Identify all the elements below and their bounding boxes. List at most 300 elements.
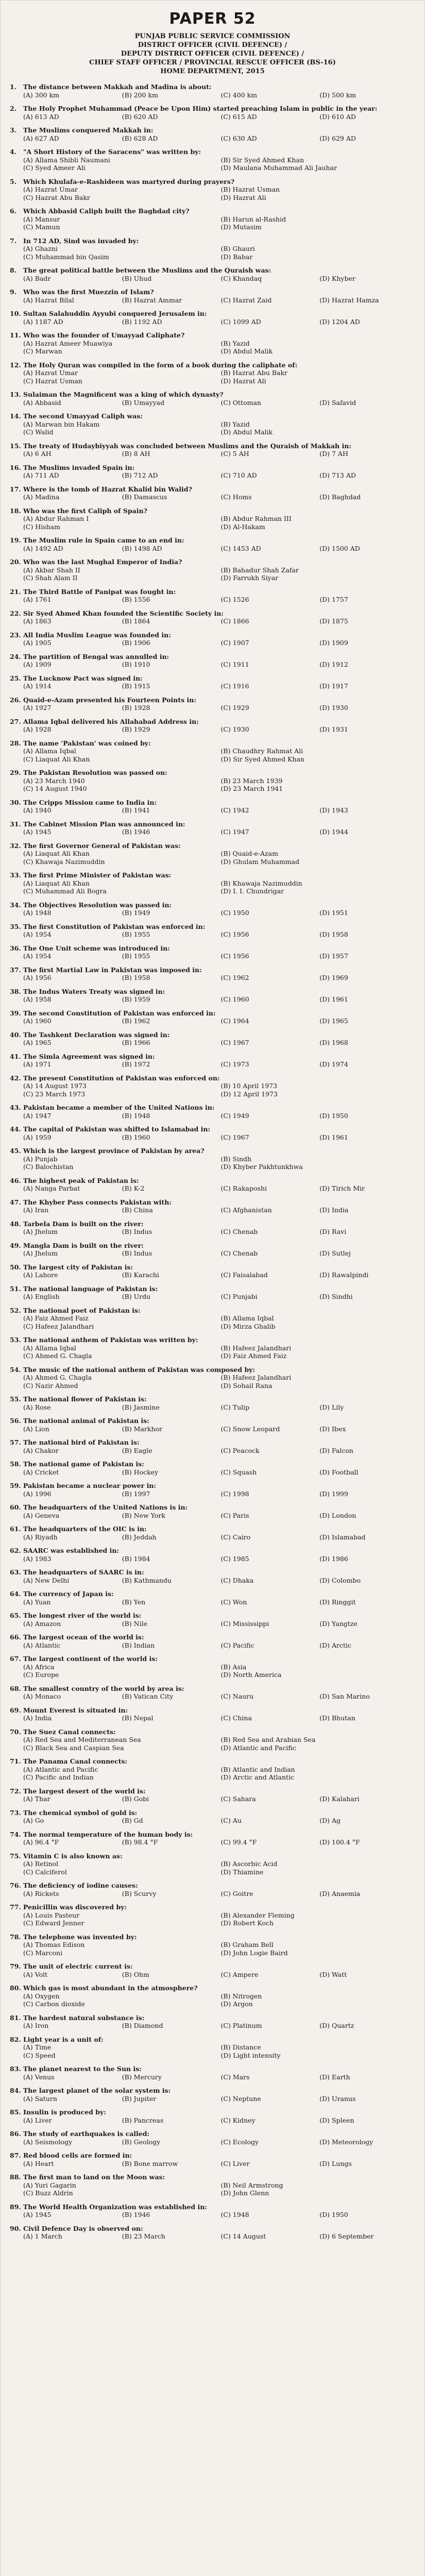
- question-list: [1, 83, 424, 2241]
- question-text: Penicillin was discovered by:: [23, 1903, 127, 1911]
- question-number: 70.: [10, 1727, 21, 1736]
- answer-option: [319, 1249, 413, 1258]
- question-number: 72.: [10, 1787, 21, 1795]
- answer-option: [122, 828, 216, 836]
- question-number: 62.: [10, 1547, 21, 1554]
- answer-option: [23, 1228, 117, 1236]
- answer-option-text: (A) India: [23, 1714, 52, 1722]
- answer-option-text: (D) India: [319, 1206, 349, 1214]
- answer-option-text: (A) Heart: [23, 2159, 54, 2167]
- question-item: [10, 609, 413, 625]
- answer-option-text: (B) Yen: [122, 1598, 146, 1606]
- answer-option-text: (A) Abdur Rahman I: [23, 515, 89, 522]
- answer-option: [23, 1206, 117, 1214]
- question-text: Who was the first Muezzin of Islam?: [23, 288, 154, 296]
- answer-option-text: (C) 1916: [220, 682, 249, 690]
- answer-option-text: (D) Babar: [220, 252, 253, 261]
- answer-option: [23, 1868, 216, 1876]
- answer-option: [221, 828, 315, 836]
- answer-option-text: (D) Watt: [319, 1970, 347, 1978]
- question-number: 61.: [10, 1525, 21, 1533]
- question-text: The normal temperature of the human body is:: [23, 1830, 193, 1838]
- question-item: [10, 1074, 413, 1098]
- answer-option-text: (B) Ghauri: [220, 245, 255, 252]
- answer-option: [23, 1971, 117, 1979]
- question-text: The Muslims invaded Spain in:: [23, 463, 135, 471]
- answer-option-text: (C) Dhaka: [220, 1576, 254, 1584]
- answer-option-text: (D) 23 March 1941: [220, 785, 283, 792]
- answer-option-text: (A) Mansur: [23, 215, 60, 223]
- answer-option: [23, 1533, 117, 1541]
- question-item: [10, 310, 413, 326]
- answer-option: [23, 1919, 216, 1927]
- answer-option-text: (C) 1956: [220, 930, 249, 938]
- question-text: The telephone was invented by:: [23, 1933, 137, 1941]
- answer-option-text: (A) Lahore: [23, 1271, 58, 1279]
- question-item: [10, 1933, 413, 1957]
- answer-option-text: (D) Maulana Muhammad Ali Jauhar: [220, 164, 337, 172]
- answer-option-text: (D) Hazrat Ali: [220, 193, 266, 201]
- question-number: 32.: [10, 841, 21, 850]
- answer-option-text: (D) North America: [220, 1671, 282, 1679]
- answer-option: [122, 1838, 216, 1846]
- answer-option-text: (D) 1951: [319, 909, 348, 917]
- answer-option: [221, 1163, 414, 1171]
- answer-option-text: (A) Allama Shibli Naumani: [23, 156, 110, 164]
- answer-option-text: (B) Vatican City: [122, 1692, 174, 1700]
- question-text: In 712 AD, Sind was invaded by:: [23, 236, 139, 245]
- answer-option: [319, 806, 413, 815]
- answer-option-text: (A) Saturn: [23, 2094, 57, 2103]
- question-item: [10, 923, 413, 939]
- answer-option: [319, 296, 413, 304]
- answer-option: [23, 747, 216, 755]
- question-number: 73.: [10, 1808, 21, 1817]
- answer-option: [122, 682, 216, 690]
- answer-option: [23, 156, 216, 164]
- question-item: [10, 842, 413, 866]
- question-item: [10, 1147, 413, 1171]
- answer-option: [23, 1890, 117, 1898]
- answer-option: [319, 909, 413, 917]
- question-number: 80.: [10, 1984, 21, 1992]
- question-number: 7.: [10, 236, 17, 245]
- answer-option: [23, 995, 117, 1004]
- answer-option-text: (A) 1492 AD: [23, 544, 63, 552]
- answer-option: [23, 725, 117, 734]
- answer-option: [23, 215, 216, 224]
- question-number: 54.: [10, 1365, 21, 1374]
- answer-option-text: (A) Monaco: [23, 1692, 61, 1700]
- answer-option-text: (D) 1999: [319, 1489, 348, 1498]
- answer-option: [221, 275, 315, 283]
- answer-option-text: (B) Urdu: [122, 1293, 151, 1300]
- question-number: 84.: [10, 2087, 21, 2094]
- answer-option-text: (B) Hazrat Abu Bakr: [220, 369, 288, 377]
- answer-option: [122, 1641, 216, 1650]
- answer-option-text: (A) Venus: [23, 2073, 55, 2081]
- answer-option-text: (B) 1948: [122, 1111, 150, 1120]
- answer-option: [23, 887, 216, 895]
- answer-option: [221, 777, 414, 785]
- answer-option: [23, 952, 117, 960]
- answer-option-text: (C) Marconi: [23, 1948, 63, 1957]
- answer-option: [319, 545, 413, 553]
- answer-option: [23, 806, 117, 815]
- question-number: 83.: [10, 2065, 21, 2073]
- answer-option-text: (B) Hazrat Ammar: [122, 296, 182, 304]
- question-number: 48.: [10, 1219, 21, 1228]
- answer-option-text: (C) Nazir Ahmed: [23, 1381, 78, 1389]
- question-number: 11.: [10, 331, 21, 339]
- answer-option-text: (D) 1961: [319, 1133, 348, 1141]
- answer-option: [23, 1949, 216, 1957]
- answer-option-text: (D) Baghdad: [319, 493, 361, 501]
- answer-option: [23, 828, 117, 836]
- answer-option-text: (A) 1996: [23, 1489, 52, 1498]
- answer-option: [221, 1382, 414, 1390]
- answer-option-text: (C) Goitre: [220, 1889, 253, 1897]
- answer-option: [221, 1228, 315, 1236]
- answer-option-text: (B) 1929: [122, 725, 150, 733]
- question-number: 27.: [10, 717, 21, 725]
- answer-option: [23, 1155, 216, 1163]
- answer-option: [221, 2073, 315, 2081]
- answer-option-text: (C) 1099 AD: [220, 317, 261, 326]
- answer-option-text: (A) 1909: [23, 660, 52, 668]
- answer-option: [122, 660, 216, 669]
- question-number: 29.: [10, 769, 21, 776]
- answer-option-text: (C) Hafeez Jalandhari: [23, 1322, 94, 1330]
- question-text: Which Abbasid Caliph built the Baghdad city?: [23, 207, 190, 215]
- answer-option: [221, 2095, 315, 2103]
- answer-option: [23, 428, 216, 436]
- answer-option: [221, 91, 315, 99]
- header-line: HOME DEPARTMENT, 2015: [160, 67, 265, 75]
- answer-option-text: (A) Hazrat Bilal: [23, 296, 74, 304]
- answer-option-text: (A) Red Sea and Mediterranean Sea: [23, 1736, 141, 1743]
- answer-option: [122, 91, 216, 99]
- answer-option-text: (B) Indian: [122, 1641, 155, 1649]
- answer-option-text: (B) Allama Iqbal: [220, 1314, 274, 1322]
- answer-option: [23, 347, 216, 355]
- question-item: [10, 2225, 413, 2241]
- answer-option-text: (A) 711 AD: [23, 471, 59, 479]
- answer-option-text: (B) 1946: [122, 2211, 150, 2218]
- answer-option: [23, 1555, 117, 1563]
- answer-option: [122, 1795, 216, 1803]
- answer-option-text: (B) Ascorbic Acid: [220, 1860, 278, 1868]
- answer-option-text: (B) Mercury: [122, 2073, 162, 2081]
- answer-option: [319, 1228, 413, 1236]
- answer-option-text: (C) Mars: [220, 2073, 250, 2081]
- answer-option: [319, 2022, 413, 2030]
- answer-option: [319, 2211, 413, 2219]
- question-text: Allama Iqbal delivered his Allahabad Address in:: [23, 717, 199, 725]
- question-number: 53.: [10, 1336, 21, 1344]
- answer-option-text: (A) Allama Iqbal: [23, 747, 76, 755]
- question-item: [10, 588, 413, 604]
- answer-option-text: (B) Eagle: [122, 1446, 152, 1454]
- answer-option: [23, 1352, 216, 1360]
- answer-option: [23, 1112, 117, 1120]
- answer-option-text: (B) 1946: [122, 828, 150, 836]
- answer-option-text: (C) Liaquat Ali Khan: [23, 755, 90, 763]
- answer-option-text: (C) 400 km: [220, 91, 258, 99]
- answer-option-text: (C) Paris: [220, 1511, 249, 1519]
- question-text: SAARC was established in:: [23, 1547, 120, 1554]
- answer-option-text: (D) Anaemia: [319, 1889, 361, 1897]
- answer-option-text: (B) Damascus: [122, 493, 167, 501]
- answer-option: [23, 879, 216, 888]
- answer-option: [23, 2095, 117, 2103]
- answer-option-text: (D) Ag: [319, 1817, 341, 1824]
- answer-option: [122, 2232, 216, 2241]
- answer-option: [122, 2138, 216, 2146]
- answer-option: [221, 134, 315, 143]
- question-text: The headquarters of SAARC is in:: [23, 1568, 144, 1576]
- answer-option: [221, 1555, 315, 1563]
- question-number: 57.: [10, 1438, 21, 1446]
- answer-option-text: (C) Nauru: [220, 1692, 254, 1700]
- answer-option: [221, 887, 414, 895]
- header-line: CHIEF STAFF OFFICER / PROVINCIAL RESCUE OFFICER (BS-16): [89, 59, 336, 66]
- answer-option-text: (D) 1974: [319, 1060, 348, 1068]
- answer-option: [122, 399, 216, 407]
- question-number: 36.: [10, 944, 21, 952]
- answer-option: [221, 471, 315, 480]
- answer-option: [221, 523, 414, 531]
- paper-number: PAPER 52: [169, 10, 256, 28]
- answer-option-text: (B) Chaudhry Rahmat Ali: [220, 747, 303, 755]
- answer-option: [319, 1060, 413, 1069]
- question-text: The national bird of Pakistan is:: [23, 1438, 140, 1446]
- question-item: [10, 1962, 413, 1978]
- answer-option: [221, 318, 315, 326]
- answer-option-text: (B) Red Sea and Arabian Sea: [220, 1736, 316, 1743]
- answer-option: [23, 223, 216, 231]
- answer-option: [23, 91, 117, 99]
- question-number: 4.: [10, 148, 17, 156]
- answer-option-text: (B) 628 AD: [122, 134, 158, 142]
- question-number: 49.: [10, 1241, 21, 1249]
- question-number: 89.: [10, 2202, 21, 2211]
- answer-option-text: (B) Gd: [122, 1817, 143, 1824]
- answer-option-text: (C) 1950: [220, 909, 249, 917]
- answer-option: [122, 2160, 216, 2168]
- answer-option: [221, 223, 414, 231]
- question-text: The first Prime Minister of Pakistan was:: [23, 871, 172, 879]
- answer-option: [23, 377, 216, 385]
- answer-option: [23, 1163, 216, 1171]
- question-text: The headquarters of the United Nations is in:: [23, 1503, 188, 1511]
- answer-option: [319, 639, 413, 647]
- question-number: 38.: [10, 987, 21, 995]
- answer-option: [23, 1512, 117, 1520]
- answer-option: [23, 1082, 216, 1090]
- answer-option: [221, 347, 414, 355]
- answer-option-text: (A) Atlantic and Pacific: [23, 1765, 98, 1773]
- question-text: The largest city of Pakistan is:: [23, 1263, 133, 1271]
- question-number: 28.: [10, 739, 21, 747]
- answer-option: [221, 682, 315, 690]
- answer-option: [221, 428, 414, 436]
- question-item: [10, 1503, 413, 1519]
- question-item: [10, 1633, 413, 1649]
- answer-option-text: (C) Platinum: [220, 2022, 262, 2029]
- question-text: Pakistan became a nuclear power in:: [23, 1482, 157, 1489]
- answer-option-text: (C) 630 AD: [220, 134, 257, 142]
- question-text: The Tashkent Declaration was signed in:: [23, 1030, 170, 1039]
- question-number: 60.: [10, 1503, 21, 1511]
- question-item: [10, 391, 413, 406]
- question-text: Who was the last Mughal Emperor of India?: [23, 558, 182, 566]
- answer-option: [122, 1890, 216, 1898]
- answer-option: [221, 377, 414, 385]
- answer-option-text: (B) Kathmandu: [122, 1576, 172, 1584]
- answer-option: [319, 974, 413, 982]
- question-number: 14.: [10, 412, 21, 420]
- answer-option-text: (D) Mutasim: [220, 223, 262, 231]
- question-text: The Simla Agreement was signed in:: [23, 1052, 155, 1060]
- question-text: The largest continent of the world is:: [23, 1655, 158, 1663]
- question-item: [10, 1242, 413, 1258]
- question-text: The partition of Bengal was annulled in:: [23, 652, 169, 660]
- answer-option: [221, 1184, 315, 1193]
- question-item: [10, 1417, 413, 1433]
- answer-option: [221, 1860, 414, 1868]
- answer-option-text: (A) 627 AD: [23, 134, 59, 142]
- question-text: The Third Battle of Panipat was fought in:: [23, 587, 176, 596]
- answer-option: [221, 1352, 414, 1360]
- answer-option-text: (C) Homs: [220, 493, 252, 501]
- answer-option-text: (B) 1958: [122, 974, 150, 981]
- answer-option-text: (C) Carbon dioxide: [23, 2000, 85, 2008]
- answer-option-text: (A) Volt: [23, 1970, 48, 1978]
- question-number: 10.: [10, 310, 21, 317]
- answer-option-text: (D) Arctic and Atlantic: [220, 1773, 295, 1781]
- answer-option-text: (D) 1944: [319, 828, 348, 836]
- answer-option-text: (B) Alexander Fleming: [220, 1911, 295, 1919]
- question-item: [10, 1728, 413, 1752]
- answer-option-text: (A) 300 km: [23, 91, 60, 99]
- answer-option: [122, 1271, 216, 1279]
- answer-option: [319, 1817, 413, 1825]
- answer-option: [221, 1971, 315, 1979]
- answer-option-text: (C) Khandaq: [220, 274, 262, 282]
- answer-option: [319, 1112, 413, 1120]
- answer-option-text: (A) Liaquat Ali Khan: [23, 879, 90, 887]
- question-number: 5.: [10, 177, 17, 185]
- answer-option-text: (B) 1556: [122, 596, 150, 603]
- answer-option: [23, 253, 216, 261]
- question-text: The headquarters of the OIC is in:: [23, 1525, 147, 1533]
- answer-option-text: (D) Khyber Pakhtunkhwa: [220, 1163, 303, 1171]
- answer-option: [221, 566, 414, 574]
- answer-option-text: (B) Indus: [122, 1228, 152, 1235]
- question-text: "A Short History of the Saracens" was written by:: [23, 148, 201, 156]
- answer-option-text: (C) 1967: [220, 1039, 249, 1046]
- answer-option: [221, 1744, 414, 1752]
- question-text: Which Khulafa-e-Rashideen was martyred during prayers?: [23, 177, 235, 185]
- answer-option: [23, 1382, 216, 1390]
- answer-option-text: (D) Farrukh Siyar: [220, 574, 279, 582]
- answer-option-text: (D) 1968: [319, 1039, 348, 1046]
- question-item: [10, 1547, 413, 1563]
- answer-option-text: (C) Tulip: [220, 1403, 250, 1411]
- question-item: [10, 1831, 413, 1846]
- answer-option-text: (C) 1866: [220, 617, 249, 625]
- answer-option-text: (C) Hazrat Zaid: [220, 296, 272, 304]
- answer-option: [23, 471, 117, 480]
- answer-option-text: (D) Kalahari: [319, 1795, 360, 1803]
- answer-option: [319, 1598, 413, 1606]
- answer-option-text: (B) Sir Syed Ahmed Khan: [220, 156, 304, 164]
- answer-option-text: (D) 1969: [319, 974, 348, 981]
- question-item: [10, 1852, 413, 1876]
- answer-option-text: (D) 1965: [319, 1017, 348, 1025]
- question-text: Who was the founder of Umayyad Caliphate?: [23, 331, 185, 339]
- answer-option: [122, 617, 216, 625]
- answer-option-text: (C) Au: [220, 1817, 242, 1824]
- answer-option: [319, 134, 413, 143]
- answer-option: [319, 682, 413, 690]
- question-item: [10, 1395, 413, 1411]
- answer-option-text: (C) 1973: [220, 1060, 249, 1068]
- answer-option-text: (A) Riyadh: [23, 1533, 58, 1541]
- answer-option: [221, 296, 315, 304]
- question-item: [10, 83, 413, 99]
- answer-option: [122, 639, 216, 647]
- answer-option: [23, 1992, 216, 2001]
- answer-option-text: (A) 613 AD: [23, 112, 59, 121]
- answer-option: [221, 1090, 414, 1098]
- answer-option: [23, 1620, 117, 1628]
- answer-option-text: (C) 1948: [220, 2211, 249, 2218]
- question-item: [10, 1787, 413, 1803]
- answer-option-text: (A) 1947: [23, 1111, 52, 1120]
- question-text: The deficiency of iodine causes:: [23, 1882, 138, 1889]
- paper-header: [1, 1, 424, 76]
- question-item: [10, 1104, 413, 1120]
- question-text: The Indus Waters Treaty was signed in:: [23, 987, 165, 995]
- answer-option: [221, 369, 414, 377]
- answer-option: [122, 2211, 216, 2219]
- answer-option: [319, 660, 413, 669]
- answer-option-text: (C) Rakaposhi: [220, 1184, 267, 1192]
- answer-option: [23, 340, 216, 348]
- answer-option: [319, 1425, 413, 1433]
- answer-option: [221, 704, 315, 712]
- question-number: 50.: [10, 1263, 21, 1271]
- question-item: [10, 126, 413, 142]
- answer-option-text: (A) 1927: [23, 704, 52, 711]
- answer-option: [23, 1714, 117, 1722]
- answer-option: [122, 1017, 216, 1025]
- answer-option-text: (C) Faisalabad: [220, 1271, 268, 1279]
- question-item: [10, 1655, 413, 1679]
- question-item: [10, 148, 413, 172]
- answer-option-text: (A) Thomas Edison: [23, 1941, 85, 1948]
- answer-option-text: (D) Safavid: [319, 398, 356, 406]
- question-item: [10, 237, 413, 261]
- answer-option-text: (B) Jupiter: [122, 2094, 157, 2103]
- answer-option-text: (D) Football: [319, 1468, 359, 1476]
- answer-option: [221, 194, 414, 202]
- answer-option: [122, 1512, 216, 1520]
- question-number: 42.: [10, 1074, 21, 1082]
- question-text: The highest peak of Pakistan is:: [23, 1176, 139, 1184]
